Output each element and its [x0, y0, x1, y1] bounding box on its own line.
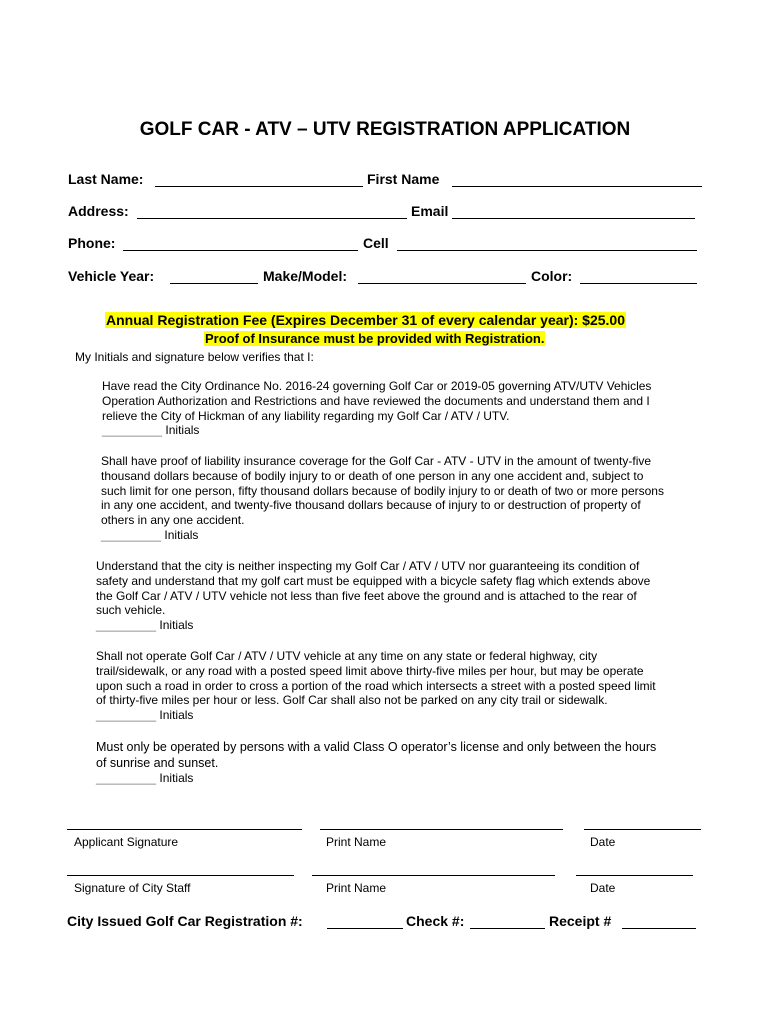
- statement-line: Shall have proof of liability insurance coverage for the Golf Car - ATV - UTV in the amount of twenty-five: [101, 454, 652, 468]
- statement-insurance: [101, 454, 664, 543]
- first-name-field[interactable]: [452, 186, 702, 187]
- applicant-signature-field[interactable]: [67, 829, 302, 830]
- statement-operation: [96, 649, 656, 723]
- email-field[interactable]: [452, 218, 695, 219]
- initials-line[interactable]: _________ Initials: [101, 527, 199, 542]
- color-label: Color:: [531, 268, 573, 284]
- registration-number-field[interactable]: [327, 928, 403, 929]
- vehicle-year-field[interactable]: [170, 283, 258, 284]
- statement-line: Have read the City Ordinance No. 2016-24 governing Golf Car or 2019-05 governing ATV/UTV Vehicles: [102, 379, 652, 393]
- city-staff-signature-field[interactable]: [67, 875, 294, 876]
- last-name-field[interactable]: [155, 186, 363, 187]
- statement-line: upon such a road in order to cross a portion of the road which intersects a street with a posted speed limit: [96, 678, 656, 693]
- city-staff-date-field[interactable]: [576, 875, 693, 876]
- form-title: GOLF CAR - ATV – UTV REGISTRATION APPLICATION: [139, 119, 631, 140]
- city-staff-print-name-field[interactable]: [312, 875, 555, 876]
- initials-intro: My Initials and signature below verifies that I:: [75, 350, 314, 364]
- statement-ordinance: [102, 379, 651, 438]
- applicant-date-field[interactable]: [584, 829, 701, 830]
- make-model-field[interactable]: [358, 283, 526, 284]
- receipt-number-label: Receipt #: [549, 913, 612, 929]
- initials-line[interactable]: _________ Initials: [96, 618, 194, 633]
- registration-number-label: City Issued Golf Car Registration #:: [67, 913, 303, 929]
- initials-line[interactable]: _________ Initials: [102, 423, 200, 438]
- make-model-label: Make/Model:: [263, 268, 348, 284]
- receipt-number-field[interactable]: [622, 928, 696, 929]
- statement-line: in any one accident, and twenty-five thousand dollars because of injury to or destruction of property of: [101, 498, 641, 513]
- statement-line: of sunrise and sunset.: [96, 755, 219, 770]
- annual-fee-notice: Annual Registration Fee (Expires December 31 of every calendar year): $25.00: [106, 312, 626, 328]
- date-label: Date: [590, 881, 616, 895]
- statement-line: others in any one accident.: [101, 513, 245, 528]
- phone-label: Phone:: [68, 235, 116, 251]
- initials-line[interactable]: _________ Initials: [96, 771, 194, 785]
- date-label: Date: [590, 835, 616, 849]
- check-number-field[interactable]: [470, 928, 545, 929]
- address-label: Address:: [68, 203, 129, 219]
- phone-field[interactable]: [123, 250, 358, 251]
- statement-line: relieve the City of Hickman of any liability regarding my Golf Car / ATV / UTV.: [102, 408, 510, 423]
- statement-line: such limit for one person, fifty thousand dollars because of bodily injury to or death of two or more persons: [101, 483, 664, 498]
- statement-line: of thirty-five miles per hour or less. Golf Car shall also not be parked on any city trail or sidewalk.: [96, 693, 608, 708]
- first-name-label: First Name: [367, 171, 440, 187]
- statement-line: Must only be operated by persons with a valid Class O operator’s license and only between the hours: [96, 740, 657, 754]
- color-field[interactable]: [580, 283, 697, 284]
- last-name-label: Last Name:: [68, 171, 144, 187]
- statement-line: Operation Authorization and Restrictions and have reviewed the documents and understand them and I: [102, 393, 650, 408]
- cell-label: Cell: [363, 235, 389, 251]
- statement-line: the Golf Car / ATV / UTV vehicle not less than five feet above the ground and is attached to the rear of: [96, 588, 637, 603]
- email-label: Email: [411, 203, 449, 219]
- statement-line: such vehicle.: [96, 603, 166, 618]
- vehicle-year-label: Vehicle Year:: [68, 268, 155, 284]
- city-staff-signature-label: Signature of City Staff: [74, 881, 191, 895]
- applicant-print-name-field[interactable]: [320, 829, 563, 830]
- proof-of-insurance-notice: Proof of Insurance must be provided with Registration.: [205, 331, 545, 346]
- applicant-signature-label: Applicant Signature: [74, 835, 179, 849]
- print-name-label: Print Name: [326, 881, 387, 895]
- cell-field[interactable]: [397, 250, 697, 251]
- address-field[interactable]: [137, 218, 407, 219]
- statement-line: Understand that the city is neither inspecting my Golf Car / ATV / UTV nor guaranteeing its condition of: [96, 559, 640, 573]
- initials-line[interactable]: _________ Initials: [96, 708, 194, 723]
- statement-license: [96, 740, 656, 787]
- statement-line: Shall not operate Golf Car / ATV / UTV vehicle at any time on any state or federal highway, city: [96, 649, 598, 663]
- statement-line: thousand dollars because of bodily injury to or death of one person in any one accident and, subject to: [101, 468, 644, 483]
- statement-line: safety and understand that my golf cart must be equipped with a bicycle safety flag which extends above: [96, 573, 651, 588]
- print-name-label: Print Name: [326, 835, 387, 849]
- statement-line: trail/sidewalk, or any road with a posted speed limit above thirty-five miles per hour, but may be operate: [96, 663, 644, 678]
- check-number-label: Check #:: [406, 913, 465, 929]
- statement-inspection: [96, 559, 650, 633]
